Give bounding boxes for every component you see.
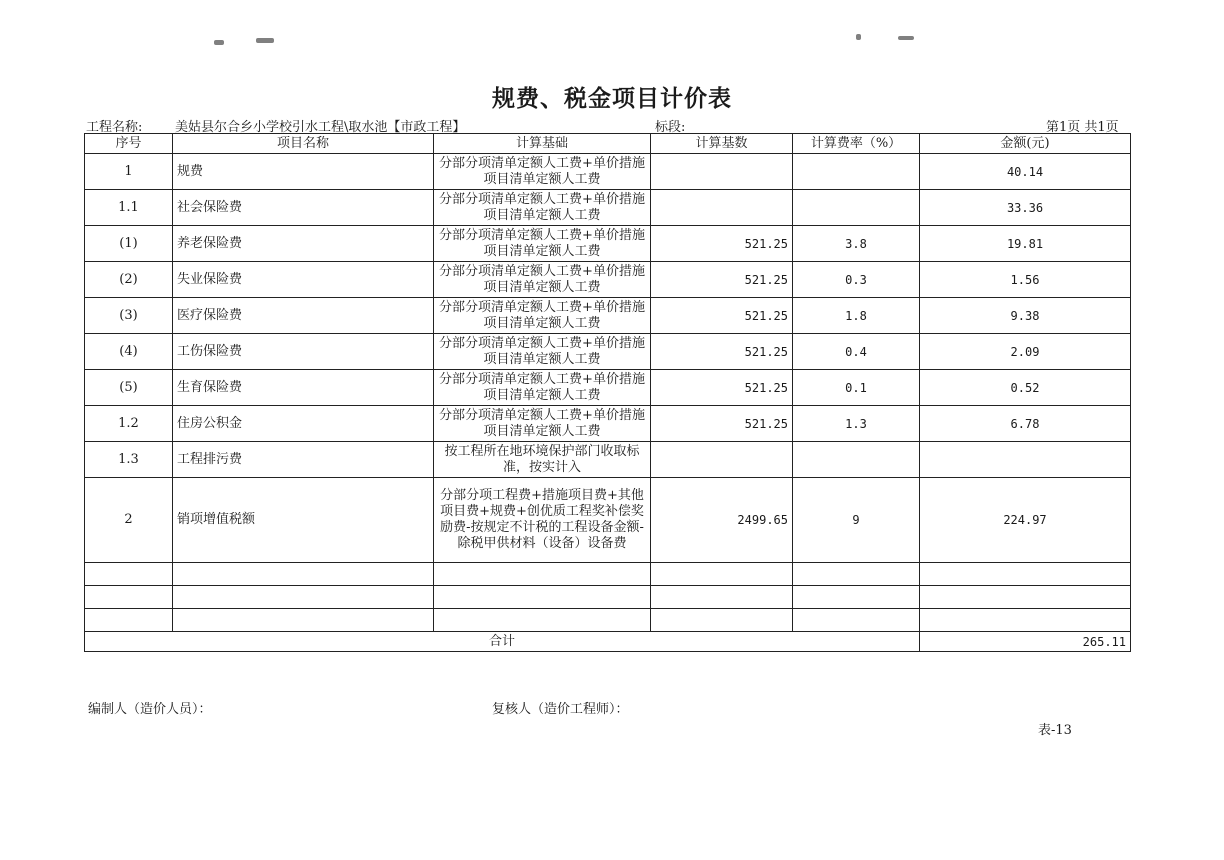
row-basis: 分部分项清单定额人工费+单价措施项目清单定额人工费 [434, 370, 651, 406]
row-no: 1.2 [85, 406, 173, 442]
row-base-amount [651, 154, 793, 190]
table-row [85, 334, 1131, 370]
row-base-amount: 521.25 [651, 226, 793, 262]
column-header-name: 项目名称 [173, 134, 434, 154]
row-amount: 0.52 [920, 370, 1131, 406]
row-name: 养老保险费 [173, 226, 434, 262]
row-no: 1 [85, 154, 173, 190]
row-amount: 1.56 [920, 262, 1131, 298]
section-label: 标段: [655, 120, 686, 135]
table-header-row [85, 134, 1131, 154]
row-amount: 33.36 [920, 190, 1131, 226]
row-rate [793, 154, 920, 190]
empty-row [85, 609, 1131, 632]
table-row [85, 226, 1131, 262]
row-basis: 分部分项清单定额人工费+单价措施项目清单定额人工费 [434, 406, 651, 442]
column-header-base-amount: 计算基数 [651, 134, 793, 154]
table-row [85, 478, 1131, 563]
table-number: 表-13 [1038, 723, 1072, 738]
scan-mark [214, 40, 224, 45]
scan-mark [898, 36, 914, 40]
row-no: (5) [85, 370, 173, 406]
row-no: 1.1 [85, 190, 173, 226]
row-basis: 分部分项清单定额人工费+单价措施项目清单定额人工费 [434, 190, 651, 226]
project-label: 工程名称: [86, 120, 143, 135]
row-amount [920, 442, 1131, 478]
row-rate [793, 190, 920, 226]
row-name: 工程排污费 [173, 442, 434, 478]
row-name: 规费 [173, 154, 434, 190]
row-rate: 3.8 [793, 226, 920, 262]
row-name: 工伤保险费 [173, 334, 434, 370]
prepared-by-label: 编制人（造价人员）： [88, 702, 212, 717]
row-name: 医疗保险费 [173, 298, 434, 334]
row-rate: 1.8 [793, 298, 920, 334]
row-name: 失业保险费 [173, 262, 434, 298]
total-row [85, 632, 1131, 652]
empty-row [85, 563, 1131, 586]
row-no: (2) [85, 262, 173, 298]
row-amount: 2.09 [920, 334, 1131, 370]
row-no: (4) [85, 334, 173, 370]
row-rate: 1.3 [793, 406, 920, 442]
row-rate: 0.1 [793, 370, 920, 406]
row-base-amount: 521.25 [651, 334, 793, 370]
row-base-amount [651, 190, 793, 226]
row-amount: 19.81 [920, 226, 1131, 262]
row-no: 1.3 [85, 442, 173, 478]
row-basis: 分部分项清单定额人工费+单价措施项目清单定额人工费 [434, 262, 651, 298]
row-amount: 224.97 [920, 478, 1131, 563]
column-header-rate: 计算费率（%） [793, 134, 920, 154]
row-name: 生育保险费 [173, 370, 434, 406]
row-basis: 分部分项清单定额人工费+单价措施项目清单定额人工费 [434, 154, 651, 190]
row-base-amount: 2499.65 [651, 478, 793, 563]
row-base-amount [651, 442, 793, 478]
row-rate [793, 442, 920, 478]
table-row [85, 298, 1131, 334]
table-row [85, 406, 1131, 442]
row-rate: 0.4 [793, 334, 920, 370]
row-basis: 分部分项清单定额人工费+单价措施项目清单定额人工费 [434, 298, 651, 334]
table-row [85, 190, 1131, 226]
row-amount: 6.78 [920, 406, 1131, 442]
column-header-basis: 计算基础 [434, 134, 651, 154]
row-basis: 分部分项清单定额人工费+单价措施项目清单定额人工费 [434, 226, 651, 262]
row-rate: 0.3 [793, 262, 920, 298]
total-label: 合计 [85, 632, 920, 652]
table-row [85, 262, 1131, 298]
row-no: (3) [85, 298, 173, 334]
row-base-amount: 521.25 [651, 262, 793, 298]
row-basis: 按工程所在地环境保护部门收取标准，按实计入 [434, 442, 651, 478]
column-header-amount: 金额(元) [920, 134, 1131, 154]
row-no: (1) [85, 226, 173, 262]
scan-mark [856, 34, 861, 40]
empty-row [85, 586, 1131, 609]
document-title: 规费、税金项目计价表 [492, 86, 732, 112]
scan-mark [256, 38, 274, 43]
row-no: 2 [85, 478, 173, 563]
table-row [85, 154, 1131, 190]
total-amount: 265.11 [920, 632, 1131, 652]
table-row [85, 370, 1131, 406]
row-amount: 40.14 [920, 154, 1131, 190]
row-name: 社会保险费 [173, 190, 434, 226]
row-name: 销项增值税额 [173, 478, 434, 563]
row-amount: 9.38 [920, 298, 1131, 334]
fee-tax-table [84, 133, 1131, 652]
row-rate: 9 [793, 478, 920, 563]
row-name: 住房公积金 [173, 406, 434, 442]
page-info: 第1页 共1页 [1046, 120, 1119, 135]
row-basis: 分部分项清单定额人工费+单价措施项目清单定额人工费 [434, 334, 651, 370]
project-name: 美姑县尔合乡小学校引水工程\取水池【市政工程】 [175, 120, 466, 135]
reviewed-by-label: 复核人（造价工程师）： [492, 702, 629, 717]
table-row [85, 442, 1131, 478]
row-base-amount: 521.25 [651, 406, 793, 442]
row-basis: 分部分项工程费+措施项目费+其他项目费+规费+创优质工程奖补偿奖励费-按规定不计税的工程设备金额-除税甲供材料（设备）设备费 [434, 478, 651, 563]
row-base-amount: 521.25 [651, 370, 793, 406]
column-header-no: 序号 [85, 134, 173, 154]
row-base-amount: 521.25 [651, 298, 793, 334]
